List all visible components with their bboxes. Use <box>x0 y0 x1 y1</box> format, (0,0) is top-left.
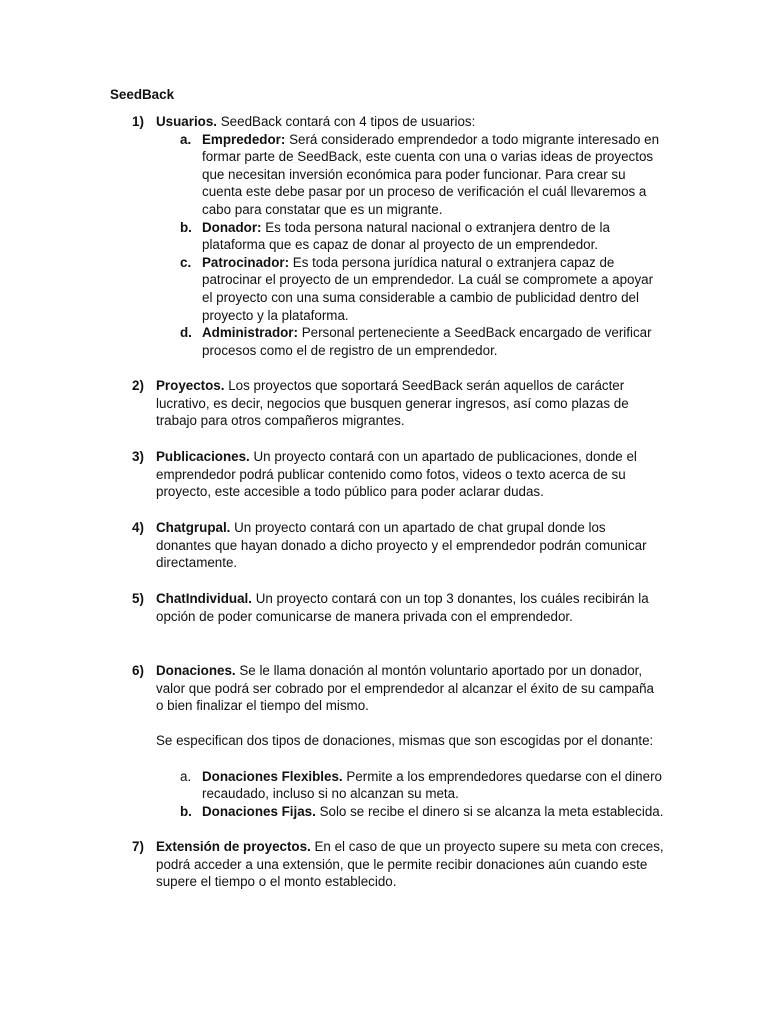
item-letter: b. <box>180 803 192 819</box>
section-text: Un proyecto contará con un apartado de chat grupal donde los donantes que hayan donado a dicho proyecto y el emprendedor podrán comunicar directamente. <box>156 520 647 571</box>
section-body <box>156 519 664 572</box>
section-heading: Donaciones. <box>156 663 236 678</box>
item-term: Donador: <box>202 219 262 235</box>
item-letter: d. <box>180 325 192 341</box>
item-text: Es toda persona jurídica natural o extranjera capaz de patrocinar el proyecto de un emprendedor. La cuál se compromete a apoyar el proyecto con una suma considerable a cambio de publicidad dentro del proyecto y la plataforma. <box>202 254 654 323</box>
item-term: Donaciones Flexibles. <box>202 768 343 784</box>
item-text: Solo se recibe el dinero si se alcanza la meta establecida. <box>315 803 664 819</box>
section-body <box>156 113 664 359</box>
item-letter: c. <box>180 254 192 270</box>
section-heading: Usuarios. <box>156 114 218 129</box>
list-item <box>156 768 664 803</box>
section-text: SeedBack contará con 4 tipos de usuarios: <box>217 114 476 129</box>
list-item <box>156 131 664 219</box>
item-text: Será considerado emprendedor a todo migrante interesado en formar parte de SeedBack, este cuenta con una o varias ideas de proyectos que necesitan inversión económica para poder funcionar. Para crear su cuenta este debe pasar por un proceso de verificación el cuál llevaremos a cabo para constatar que es un migrante. <box>202 131 660 217</box>
section-text: Un proyecto contará con un apartado de publicaciones, donde el emprendedor podrá publicar contenido como fotos, videos o texto acerca de su proyecto, este accesible a todo público para poder aclarar dudas. <box>156 449 637 500</box>
section-body <box>156 590 664 625</box>
section-text: Los proyectos que soportará SeedBack serán aquellos de carácter lucrativo, es decir, negocios que busquen generar ingresos, así como plazas de trabajo para otros compañeros migrantes. <box>156 378 629 429</box>
section-heading: Publicaciones. <box>156 449 250 464</box>
section-body <box>156 662 664 820</box>
item-term: Patrocinador: <box>202 254 290 270</box>
item-letter: b. <box>180 219 192 235</box>
document-title: SeedBack <box>110 87 175 102</box>
section-body <box>156 377 664 430</box>
section-note: Se especifican dos tipos de donaciones, mismas que son escogidas por el donante: <box>156 733 654 749</box>
section-number: 3) <box>132 449 144 464</box>
section-text: Se le llama donación al montón voluntario aportado por un donador, valor que podrá ser cobrado por el emprendedor al alcanzar el éxito de su campaña o bien finalizar el tiempo del mismo. <box>156 663 654 714</box>
section-number: 2) <box>132 378 144 393</box>
section-heading: ChatIndividual. <box>156 591 252 606</box>
item-term: Administrador: <box>202 325 298 341</box>
section-heading: Chatgrupal. <box>156 520 231 535</box>
section-number: 6) <box>132 663 144 678</box>
section-number: 4) <box>132 520 144 535</box>
list-item <box>156 803 664 821</box>
section-text: En el caso de que un proyecto supere su meta con creces, podrá acceder a una extensión, que le permite recibir donaciones aún cuando este supere el tiempo o el monto establecido. <box>156 839 664 890</box>
section-number: 7) <box>132 839 144 854</box>
item-term: Donaciones Fijas. <box>202 803 316 819</box>
list-item <box>156 219 664 254</box>
section-heading: Extensión de proyectos. <box>156 839 311 854</box>
item-letter: a. <box>180 131 192 147</box>
list-item <box>156 254 664 324</box>
section-text: Un proyecto contará con un top 3 donantes, los cuáles recibirán la opción de poder comunicarse de manera privada con el emprendedor. <box>156 591 649 624</box>
item-letter: a. <box>180 768 192 784</box>
section-number: 5) <box>132 591 144 606</box>
section-heading: Proyectos. <box>156 378 225 393</box>
section-body <box>156 448 664 501</box>
section-number: 1) <box>132 114 144 129</box>
list-item <box>156 324 664 359</box>
item-text: Es toda persona natural nacional o extranjera dentro de la plataforma que es capaz de donar al proyecto de un emprendedor. <box>202 219 610 253</box>
section-body <box>156 838 664 891</box>
item-term: Emprededor: <box>202 131 286 147</box>
item-text: Personal perteneciente a SeedBack encargado de verificar procesos como el de registro de un emprendedor. <box>202 325 652 358</box>
item-text: Permite a los emprendedores quedarse con el dinero recaudado, incluso si no alcanzan su meta. <box>202 768 662 802</box>
